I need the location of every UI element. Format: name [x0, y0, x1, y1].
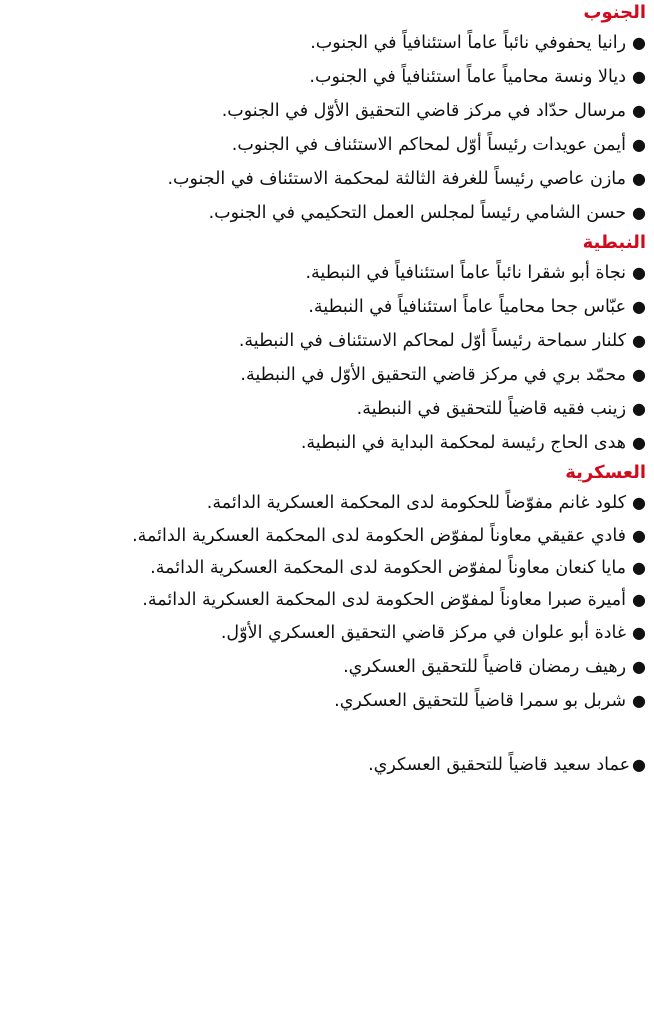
- section-heading-nabatieh: النبطية: [582, 232, 646, 253]
- list-item: ●أميرة صبرا معاوناً لمفوّض الحكومة لدى المحكمة العسكرية الدائمة.: [6, 584, 646, 616]
- bullet-icon: ●: [632, 691, 646, 710]
- bullet-icon: ●: [632, 331, 646, 350]
- bullet-icon: ●: [632, 558, 646, 577]
- list-item: ●نجاة أبو شقرا نائباً عاماً استئنافياً في النبطية.: [6, 256, 646, 290]
- bullet-icon: ●: [632, 755, 646, 774]
- bullet-icon: ●: [632, 67, 646, 86]
- list-item: ●حسن الشامي رئيساً لمجلس العمل التحكيمي في الجنوب.: [6, 196, 646, 230]
- list-south: [6, 26, 646, 230]
- list-item: ●عماد سعيد قاضياً للتحقيق العسكري.: [6, 748, 646, 782]
- bullet-icon: ●: [632, 493, 646, 512]
- bullet-icon: ●: [632, 657, 646, 676]
- bullet-icon: ●: [632, 297, 646, 316]
- list-item: ●رهيف رمضان قاضياً للتحقيق العسكري.: [6, 650, 646, 684]
- bullet-icon: ●: [632, 33, 646, 52]
- list-military: [6, 486, 646, 718]
- list-nabatieh: [6, 256, 646, 460]
- list-item: ●زينب فقيه قاضياً للتحقيق في النبطية.: [6, 392, 646, 426]
- list-item: ●عبّاس جحا محامياً عاماً استئنافياً في النبطية.: [6, 290, 646, 324]
- bullet-icon: ●: [632, 623, 646, 642]
- list-item: ●أيمن عويدات رئيساً أوّل لمحاكم الاستئناف في الجنوب.: [6, 128, 646, 162]
- bullet-icon: ●: [632, 169, 646, 188]
- section-heading-military: العسكرية: [565, 462, 646, 483]
- list-item: ●محمّد بري في مركز قاضي التحقيق الأوّل في النبطية.: [6, 358, 646, 392]
- bullet-icon: ●: [632, 101, 646, 120]
- list-item: ●مايا كنعان معاوناً لمفوّض الحكومة لدى المحكمة العسكرية الدائمة.: [6, 552, 646, 584]
- paragraph-spacer: [6, 718, 646, 748]
- list-trailing: [6, 748, 646, 782]
- bullet-icon: ●: [632, 590, 646, 609]
- list-item: ●مازن عاصي رئيساً للغرفة الثالثة لمحكمة الاستئناف في الجنوب.: [6, 162, 646, 196]
- list-item: ●غادة أبو علوان في مركز قاضي التحقيق العسكري الأوّل.: [6, 616, 646, 650]
- list-item: ●رانيا يحفوفي نائباً عاماً استئنافياً في الجنوب.: [6, 26, 646, 60]
- bullet-icon: ●: [632, 365, 646, 384]
- list-item: ●هدى الحاج رئيسة لمحكمة البداية في النبطية.: [6, 426, 646, 460]
- list-item: ●شربل بو سمرا قاضياً للتحقيق العسكري.: [6, 684, 646, 718]
- section-heading-south: الجنوب: [583, 2, 646, 23]
- bullet-icon: ●: [632, 135, 646, 154]
- bullet-icon: ●: [632, 433, 646, 452]
- list-item: ●مرسال حدّاد في مركز قاضي التحقيق الأوّل في الجنوب.: [6, 94, 646, 128]
- bullet-icon: ●: [632, 263, 646, 282]
- list-item: ●ديالا ونسة محامياً عاماً استئنافياً في الجنوب.: [6, 60, 646, 94]
- list-item: ●كلنار سماحة رئيساً أوّل لمحاكم الاستئناف في النبطية.: [6, 324, 646, 358]
- list-item: ●كلود غانم مفوّضاً للحكومة لدى المحكمة العسكرية الدائمة.: [6, 486, 646, 520]
- list-item: ●فادي عقيقي معاوناً لمفوّض الحكومة لدى المحكمة العسكرية الدائمة.: [6, 520, 646, 552]
- bullet-icon: ●: [632, 526, 646, 545]
- bullet-icon: ●: [632, 203, 646, 222]
- bullet-icon: ●: [632, 399, 646, 418]
